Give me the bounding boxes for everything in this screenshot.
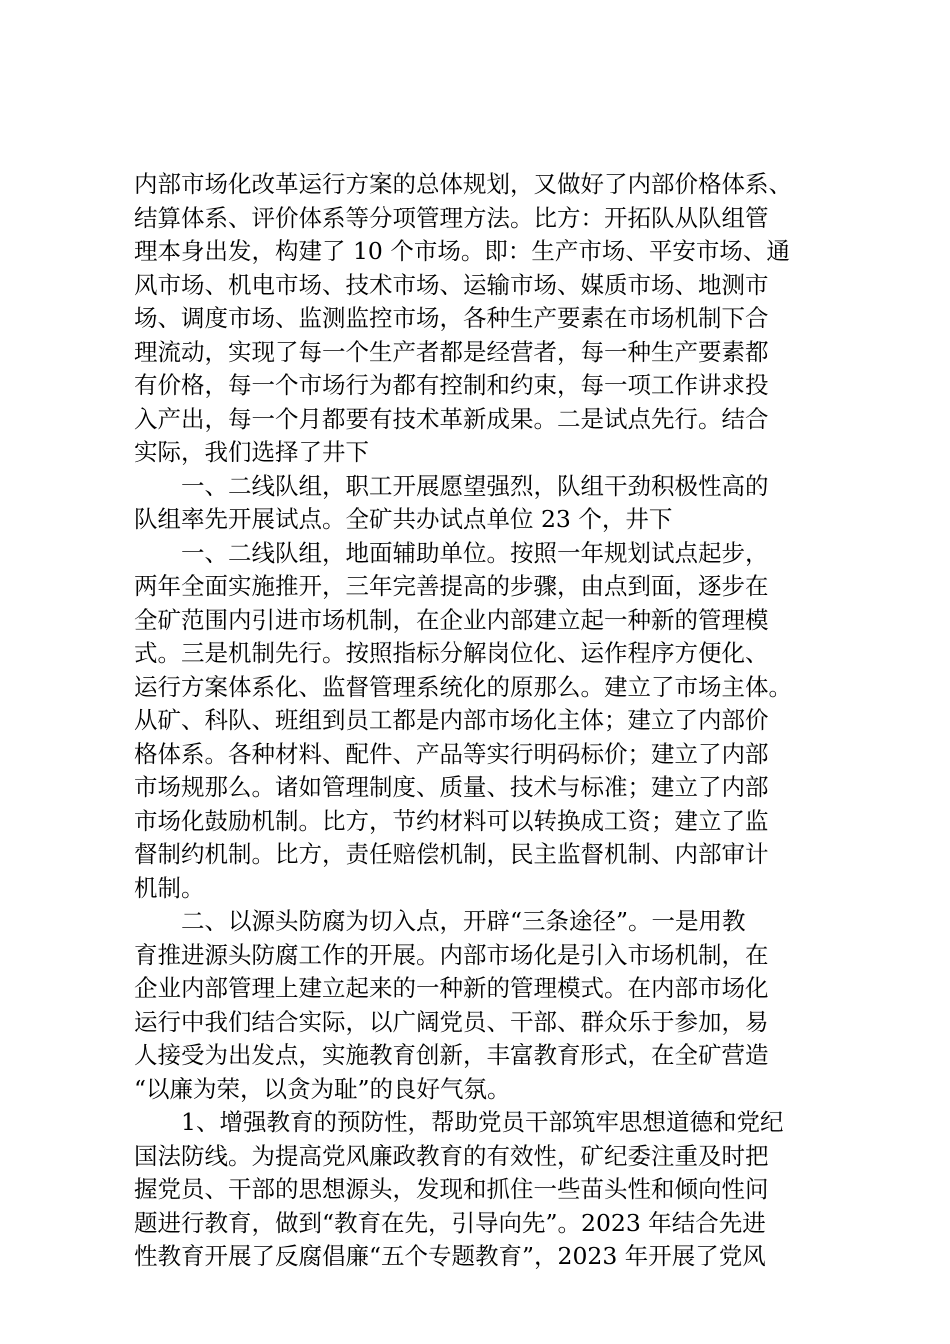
text-line: 督制约机制。比方，责任赔偿机制，民主监督机制、内部审计 [134, 840, 769, 868]
text-line: 实际，我们选择了井下 [134, 438, 369, 466]
paragraph-first-line: 一、二线队组，地面辅助单位。按照一年规划试点起步， [181, 538, 769, 567]
text-line: 题进行教育，做到“教育在先，引导向先”。2023 年结合先进 [134, 1208, 766, 1237]
text-line: 握党员、干部的思想源头，发现和抓住一些苗头性和倾向性问 [134, 1175, 769, 1203]
paragraph-first-line: 二、以源头防腐为切入点，开辟“三条途径”。一是用教 [181, 907, 746, 935]
text-line: 场、调度市场、监测监控市场，各种生产要素在市场机制下合 [134, 304, 769, 332]
text-line: 运行方案体系化、监督管理系统化的原那么。建立了市场主体。 [134, 672, 792, 701]
text-line: 市场化鼓励机制。比方，节约材料可以转换成工资；建立了监 [134, 806, 769, 835]
paragraph-first-line: 一、二线队组，职工开展愿望强烈，队组干劲积极性高的 [181, 471, 769, 500]
text-line: 结算体系、评价体系等分项管理方法。比方：开拓队从队组管 [134, 203, 769, 232]
text-line: “以廉为荣，以贪为耻”的良好气氛。 [134, 1074, 511, 1103]
text-line: 育推进源头防腐工作的开展。内部市场化是引入市场机制，在 [134, 940, 769, 969]
text-line: 理流动，实现了每一个生产者都是经营者，每一种生产要素都 [134, 337, 769, 366]
text-line: 运行中我们结合实际，以广阔党员、干部、群众乐于参加，易 [134, 1007, 769, 1036]
text-line: 式。三是机制先行。按照指标分解岗位化、运作程序方便化、 [134, 639, 769, 667]
text-line: 格体系。各种材料、配件、产品等实行明码标价；建立了内部 [134, 739, 769, 768]
text-line: 全矿范围内引进市场机制，在企业内部建立起一种新的管理模 [134, 605, 769, 634]
document-body [134, 168, 834, 1274]
text-line: 机制。 [134, 873, 205, 902]
paragraph-first-line: 1、增强教育的预防性，帮助党员干部筑牢思想道德和党纪 [181, 1108, 784, 1136]
text-line: 市场规那么。诸如管理制度、质量、技术与标准；建立了内部 [134, 773, 769, 801]
text-line: 国法防线。为提高党风廉政教育的有效性，矿纪委注重及时把 [134, 1141, 769, 1170]
text-line: 企业内部管理上建立起来的一种新的管理模式。在内部市场化 [134, 974, 769, 1002]
text-line: 内部市场化改革运行方案的总体规划，又做好了内部价格体系、 [134, 170, 792, 198]
text-line: 人接受为出发点，实施教育创新，丰富教育形式，在全矿营造 [134, 1041, 769, 1069]
text-line: 风市场、机电市场、技术市场、运输市场、媒质市场、地测市 [134, 270, 769, 299]
text-line: 队组率先开展试点。全矿共办试点单位 23 个，井下 [134, 505, 673, 533]
text-line: 性教育开展了反腐倡廉“五个专题教育”，2023 年开展了党风 [134, 1242, 766, 1270]
text-line: 两年全面实施推开，三年完善提高的步骤，由点到面，逐步在 [134, 572, 769, 600]
text-line: 有价格，每一个市场行为都有控制和约束，每一项工作讲求投 [134, 371, 769, 399]
text-line: 入产出，每一个月都要有技术革新成果。二是试点先行。结合 [134, 404, 769, 433]
text-line: 理本身出发，构建了 10 个市场。即：生产市场、平安市场、通 [134, 237, 790, 265]
text-line: 从矿、科队、班组到员工都是内部市场化主体；建立了内部价 [134, 706, 769, 734]
